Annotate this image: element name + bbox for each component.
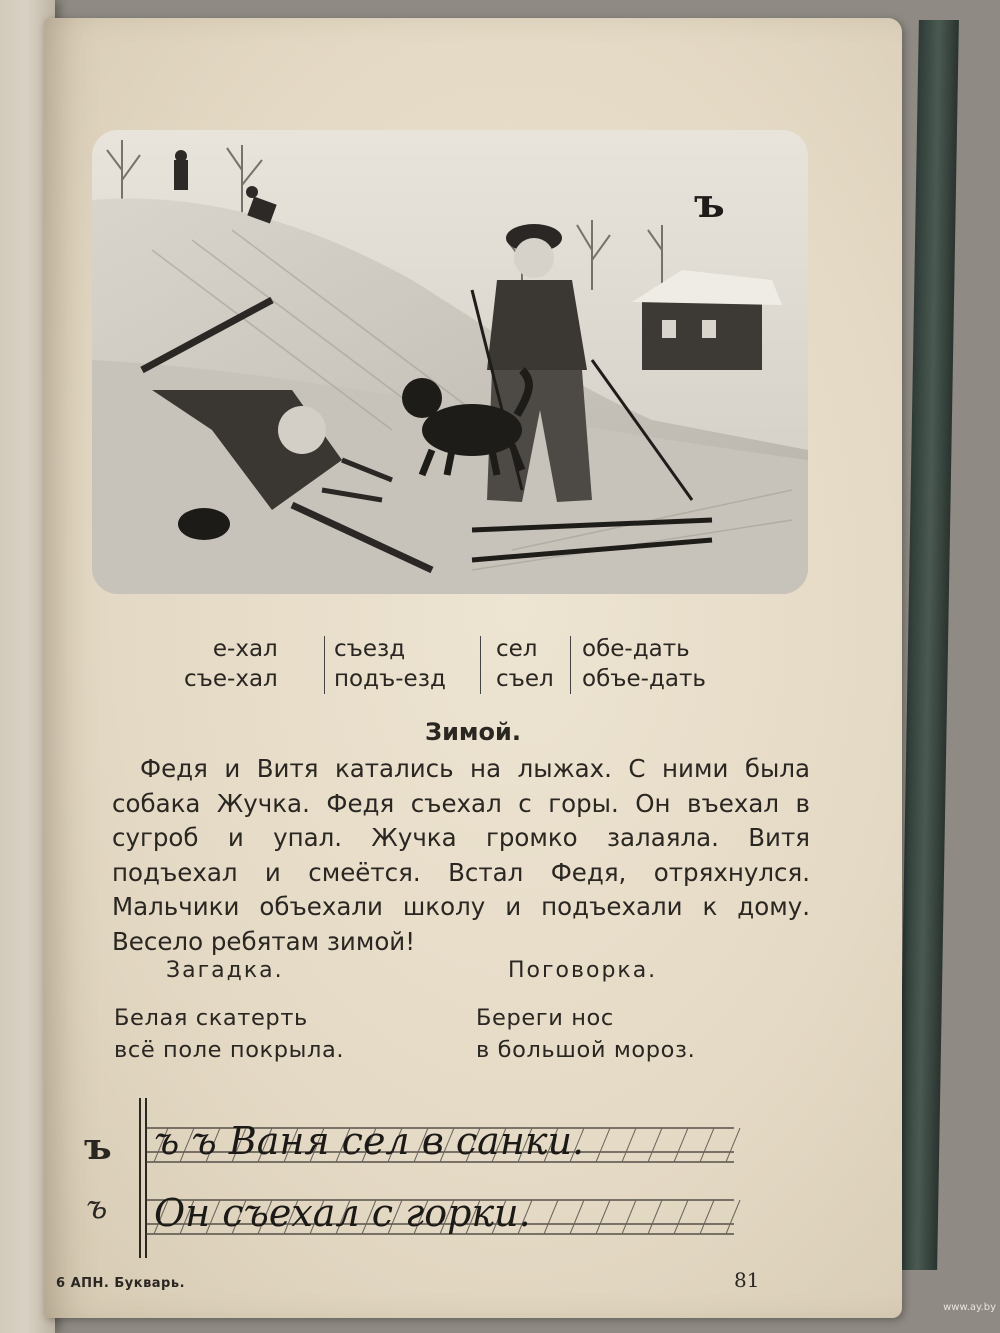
copybook-line-1: ъ ъ Ваня сел в санки. bbox=[154, 1119, 585, 1163]
saying-line: Береги нос bbox=[476, 1005, 614, 1031]
copybook-area bbox=[74, 1088, 754, 1263]
riddle-text bbox=[114, 1002, 344, 1066]
syllable: подъ-езд bbox=[334, 666, 446, 692]
syllable-column-2 bbox=[334, 634, 446, 694]
syllable: съел bbox=[496, 666, 554, 692]
column-divider bbox=[480, 636, 481, 694]
saying-line: в большой мороз. bbox=[476, 1037, 696, 1063]
syllable-column-1 bbox=[184, 634, 278, 694]
column-divider bbox=[570, 636, 571, 694]
print-letter: ъ bbox=[84, 1126, 112, 1168]
script-letter: ъ bbox=[86, 1188, 108, 1226]
syllable: е-хал bbox=[212, 636, 278, 662]
riddle-line: всё поле покрыла. bbox=[114, 1037, 345, 1063]
syllable: съезд bbox=[334, 636, 406, 662]
syllable: обе-дать bbox=[582, 636, 690, 662]
syllable-table bbox=[184, 634, 744, 698]
riddle-heading: Загадка. bbox=[166, 958, 284, 983]
watermark: www.ay.by bbox=[943, 1302, 996, 1313]
lesson-letter: ъ bbox=[694, 180, 725, 227]
book-cover-edge bbox=[897, 20, 959, 1270]
syllable: съе-хал bbox=[184, 666, 278, 692]
syllable: объе-дать bbox=[582, 666, 706, 692]
book-page bbox=[44, 18, 902, 1318]
copybook-line-2: Он съехал с горки. bbox=[154, 1191, 531, 1235]
column-divider bbox=[324, 636, 325, 694]
page-number: 81 bbox=[734, 1268, 760, 1292]
riddle-line: Белая скатерть bbox=[114, 1005, 308, 1031]
copybook-ruling bbox=[134, 1088, 754, 1263]
saying-heading: Поговорка. bbox=[508, 958, 658, 983]
story-paragraph: Федя и Витя катались на лыжах. С ними была собака Жучка. Федя съехал с горы. Он въехал в сугроб и упал. Жучка громко залаяла. Витя подъехал и смеётся. Встал Федя, отряхнулся. Мальчики объехали школу и подъехали к дому. Весело ребятам зимой! bbox=[112, 754, 810, 956]
story-title: Зимой. bbox=[425, 718, 521, 746]
story-text bbox=[112, 752, 810, 959]
syllable-column-3 bbox=[496, 634, 554, 694]
syllable-column-4 bbox=[582, 634, 706, 694]
syllable: сел bbox=[496, 636, 538, 662]
saying-text bbox=[476, 1002, 695, 1066]
footer-imprint: 6 АПН. Букварь. bbox=[56, 1276, 186, 1291]
